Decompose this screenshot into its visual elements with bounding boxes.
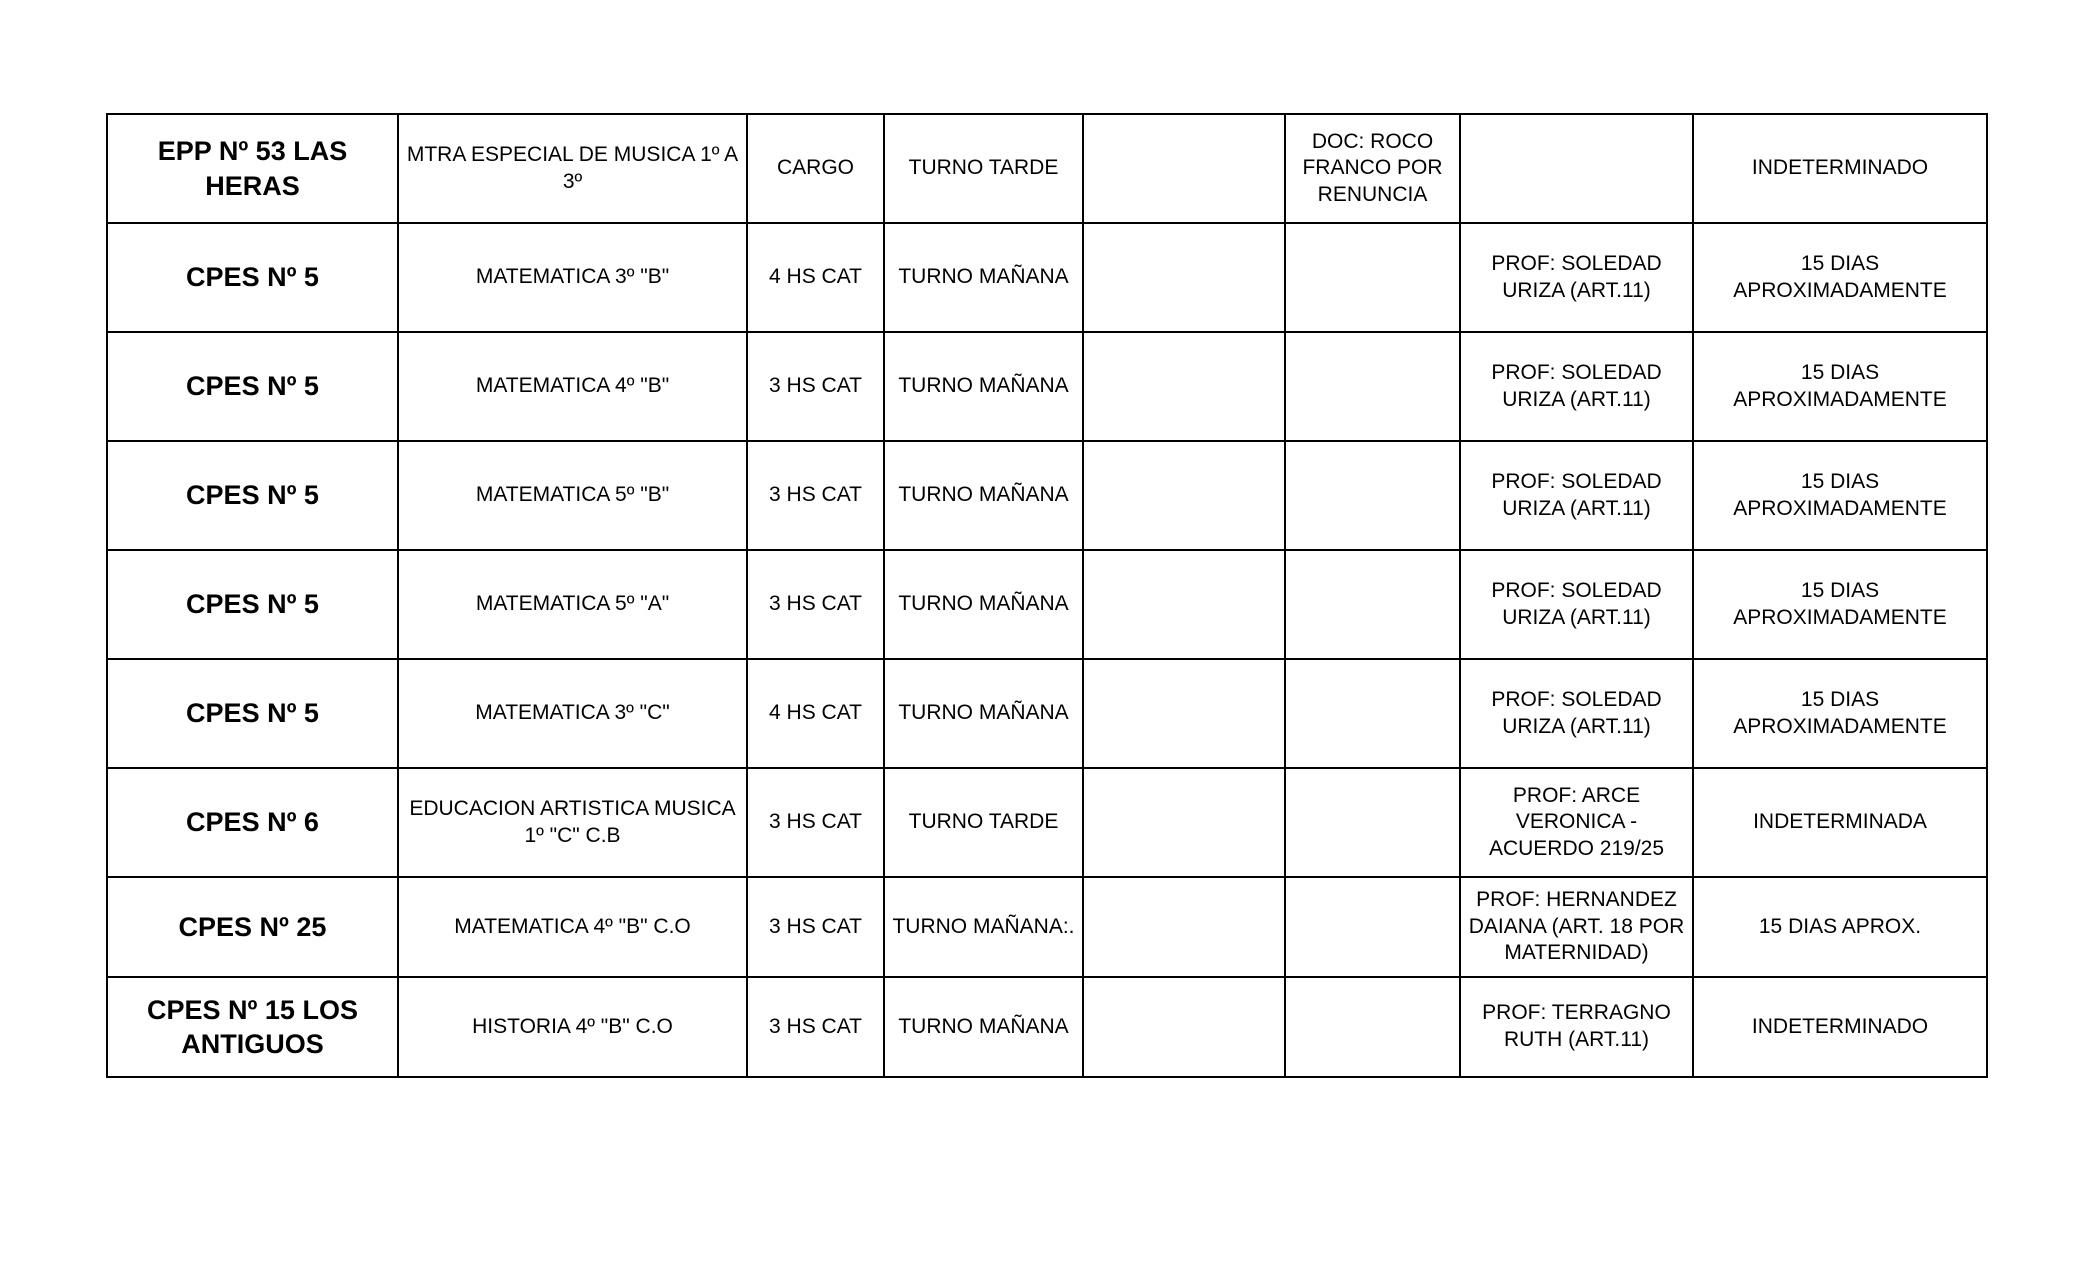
type-cell: 3 HS CAT bbox=[747, 768, 884, 877]
school-cell: CPES Nº 15 LOS ANTIGUOS bbox=[107, 977, 398, 1077]
shift-cell: TURNO MAÑANA bbox=[884, 441, 1083, 550]
type-cell: 3 HS CAT bbox=[747, 441, 884, 550]
note-cell bbox=[1285, 768, 1460, 877]
type-cell: 3 HS CAT bbox=[747, 550, 884, 659]
shift-cell: TURNO MAÑANA bbox=[884, 659, 1083, 768]
empty-cell bbox=[1083, 768, 1285, 877]
subject-cell: MATEMATICA 3º "B" bbox=[398, 223, 747, 332]
empty-cell bbox=[1083, 332, 1285, 441]
note-cell bbox=[1285, 877, 1460, 977]
school-cell: CPES Nº 5 bbox=[107, 223, 398, 332]
table-row bbox=[107, 550, 1987, 659]
teacher-cell: PROF: SOLEDAD URIZA (ART.11) bbox=[1460, 441, 1693, 550]
school-cell: CPES Nº 5 bbox=[107, 550, 398, 659]
school-cell: CPES Nº 25 bbox=[107, 877, 398, 977]
subject-cell: EDUCACION ARTISTICA MUSICA 1º "C" C.B bbox=[398, 768, 747, 877]
subject-cell: HISTORIA 4º "B" C.O bbox=[398, 977, 747, 1077]
teacher-cell: PROF: SOLEDAD URIZA (ART.11) bbox=[1460, 332, 1693, 441]
empty-cell bbox=[1083, 223, 1285, 332]
type-cell: 3 HS CAT bbox=[747, 332, 884, 441]
duration-cell: 15 DIAS APROXIMADAMENTE bbox=[1693, 659, 1987, 768]
shift-cell: TURNO TARDE bbox=[884, 114, 1083, 223]
empty-cell bbox=[1083, 441, 1285, 550]
shift-cell: TURNO MAÑANA bbox=[884, 550, 1083, 659]
note-cell bbox=[1285, 977, 1460, 1077]
table-row bbox=[107, 877, 1987, 977]
empty-cell bbox=[1083, 977, 1285, 1077]
note-cell: DOC: ROCO FRANCO POR RENUNCIA bbox=[1285, 114, 1460, 223]
shift-cell: TURNO MAÑANA:. bbox=[884, 877, 1083, 977]
teacher-cell: PROF: SOLEDAD URIZA (ART.11) bbox=[1460, 550, 1693, 659]
type-cell: 3 HS CAT bbox=[747, 877, 884, 977]
note-cell bbox=[1285, 550, 1460, 659]
subject-cell: MATEMATICA 5º "A" bbox=[398, 550, 747, 659]
school-cell: CPES Nº 5 bbox=[107, 441, 398, 550]
subject-cell: MTRA ESPECIAL DE MUSICA 1º A 3º bbox=[398, 114, 747, 223]
table-row bbox=[107, 332, 1987, 441]
teacher-cell bbox=[1460, 114, 1693, 223]
school-cell: CPES Nº 6 bbox=[107, 768, 398, 877]
subject-cell: MATEMATICA 4º "B" bbox=[398, 332, 747, 441]
shift-cell: TURNO MAÑANA bbox=[884, 977, 1083, 1077]
duration-cell: INDETERMINADO bbox=[1693, 977, 1987, 1077]
shift-cell: TURNO TARDE bbox=[884, 768, 1083, 877]
shift-cell: TURNO MAÑANA bbox=[884, 223, 1083, 332]
duration-cell: 15 DIAS APROXIMADAMENTE bbox=[1693, 223, 1987, 332]
shift-cell: TURNO MAÑANA bbox=[884, 332, 1083, 441]
empty-cell bbox=[1083, 114, 1285, 223]
subject-cell: MATEMATICA 5º "B" bbox=[398, 441, 747, 550]
note-cell bbox=[1285, 223, 1460, 332]
type-cell: 4 HS CAT bbox=[747, 223, 884, 332]
vacancy-table bbox=[106, 113, 1988, 1078]
table-row bbox=[107, 114, 1987, 223]
table-row bbox=[107, 223, 1987, 332]
note-cell bbox=[1285, 659, 1460, 768]
type-cell: 4 HS CAT bbox=[747, 659, 884, 768]
table-row bbox=[107, 977, 1987, 1077]
teacher-cell: PROF: SOLEDAD URIZA (ART.11) bbox=[1460, 223, 1693, 332]
type-cell: CARGO bbox=[747, 114, 884, 223]
subject-cell: MATEMATICA 4º "B" C.O bbox=[398, 877, 747, 977]
teacher-cell: PROF: SOLEDAD URIZA (ART.11) bbox=[1460, 659, 1693, 768]
empty-cell bbox=[1083, 877, 1285, 977]
subject-cell: MATEMATICA 3º "C" bbox=[398, 659, 747, 768]
table-row bbox=[107, 768, 1987, 877]
duration-cell: 15 DIAS APROXIMADAMENTE bbox=[1693, 550, 1987, 659]
teacher-cell: PROF: HERNANDEZ DAIANA (ART. 18 POR MATERNIDAD) bbox=[1460, 877, 1693, 977]
type-cell: 3 HS CAT bbox=[747, 977, 884, 1077]
teacher-cell: PROF: ARCE VERONICA - ACUERDO 219/25 bbox=[1460, 768, 1693, 877]
duration-cell: 15 DIAS APROX. bbox=[1693, 877, 1987, 977]
school-cell: EPP Nº 53 LAS HERAS bbox=[107, 114, 398, 223]
duration-cell: INDETERMINADA bbox=[1693, 768, 1987, 877]
note-cell bbox=[1285, 441, 1460, 550]
teacher-cell: PROF: TERRAGNO RUTH (ART.11) bbox=[1460, 977, 1693, 1077]
duration-cell: 15 DIAS APROXIMADAMENTE bbox=[1693, 441, 1987, 550]
table-row bbox=[107, 441, 1987, 550]
duration-cell: INDETERMINADO bbox=[1693, 114, 1987, 223]
school-cell: CPES Nº 5 bbox=[107, 332, 398, 441]
empty-cell bbox=[1083, 550, 1285, 659]
empty-cell bbox=[1083, 659, 1285, 768]
school-cell: CPES Nº 5 bbox=[107, 659, 398, 768]
note-cell bbox=[1285, 332, 1460, 441]
table-row bbox=[107, 659, 1987, 768]
duration-cell: 15 DIAS APROXIMADAMENTE bbox=[1693, 332, 1987, 441]
